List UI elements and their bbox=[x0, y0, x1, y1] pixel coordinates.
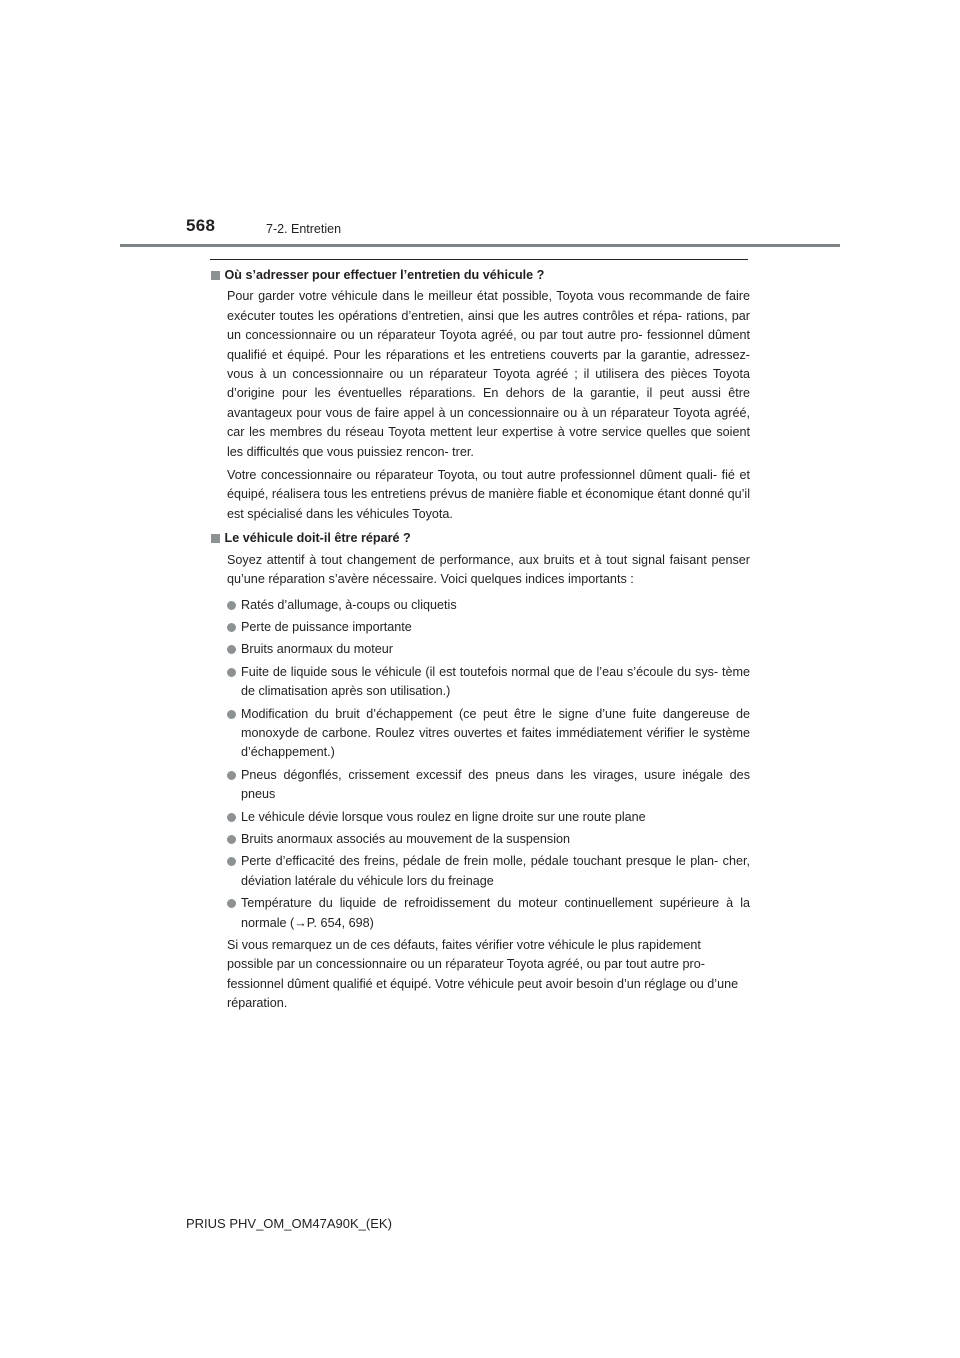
list-item bbox=[227, 705, 750, 763]
paragraph: Pour garder votre véhicule dans le meilleur état possible, Toyota vous recommande de faire exécuter toutes les opérations d’entretien, ainsi que les autres contrôles et répa- rations, par un concessionnaire ou un réparateur Toyota agréé, ou par tout autre pro- fessionnel dûment qualifié et équipé. Pour les réparations et les entretiens couverts par la garantie, adressez-vous à un concessionnaire ou un réparateur Toyota agréé ; il utilisera des pièces Toyota d’origine pour les éventuelles réparations. En dehors de la garantie, il peut aussi être avantageux pour vous de faire appel à un concessionnaire ou à un réparateur Toyota agréé, car les membres du réseau Toyota mettent leur expertise à votre service quelles que soient les difficultés que vous puissiez rencon- trer. bbox=[227, 289, 750, 459]
paragraph: Votre concessionnaire ou réparateur Toyota, ou tout autre professionnel dûment quali- fié et équipé, réalisera tous les entretiens prévus de manière fiable et économique étant donné qu’il est spécialisé dans les véhicules Toyota. bbox=[227, 468, 750, 521]
list-item-text: Ratés d’allumage, à-coups ou cliquetis bbox=[241, 597, 457, 612]
section-label: 7-2. Entretien bbox=[266, 222, 342, 236]
section-heading-maintenance bbox=[211, 266, 750, 285]
list-item bbox=[227, 830, 750, 849]
list-item-text: Température du liquide de refroidissement du moteur continuellement supérieure à la normale (→P. 654, 698) bbox=[241, 896, 750, 930]
circle-bullet-icon bbox=[227, 623, 236, 632]
heading-text: Où s’adresser pour effectuer l’entretien du véhicule ? bbox=[224, 268, 545, 282]
list-item bbox=[227, 808, 750, 827]
list-item bbox=[227, 894, 750, 933]
circle-bullet-icon bbox=[227, 668, 236, 677]
list-item-text: Perte d’efficacité des freins, pédale de frein molle, pédale touchant presque le plan- cher, déviation latérale du véhicule lors du freinage bbox=[241, 854, 750, 888]
list-item-text: Pneus dégonflés, crissement excessif des pneus dans les virages, usure inégale des pneus bbox=[241, 767, 750, 802]
header-divider bbox=[120, 244, 840, 247]
page-number: 568 bbox=[186, 216, 216, 235]
list-item-text: Modification du bruit d’échappement (ce peut être le signe d’une fuite dangereuse de monoxyde de carbone. Roulez vitres ouvertes et faites immédiatement vérifier le système d’échappement.) bbox=[241, 706, 750, 760]
circle-bullet-icon bbox=[227, 857, 236, 866]
list-item bbox=[227, 663, 750, 702]
list-item bbox=[227, 596, 750, 615]
circle-bullet-icon bbox=[227, 601, 236, 610]
list-item-text: Bruits anormaux associés au mouvement de la suspension bbox=[241, 831, 571, 846]
section-heading-repair bbox=[211, 529, 750, 548]
paragraph-closing: Si vous remarquez un de ces défauts, faites vérifier votre véhicule le plus rapidement possible par un concessionnaire ou un réparateur Toyota agréé, ou par tout autre pro- fessionnel dûment qualifié et équipé. Votre véhicule peut avoir besoin d’un réglage ou d’une réparation. bbox=[227, 938, 739, 1011]
list-item-text: Fuite de liquide sous le véhicule (il est toutefois normal que de l’eau s’écoule du sys- tème de climatisation après son utilisation.) bbox=[241, 664, 750, 699]
document-code: PRIUS PHV_OM_OM47A90K_(EK) bbox=[186, 1216, 392, 1231]
list-item-text: Perte de puissance importante bbox=[241, 619, 412, 634]
list-item bbox=[227, 618, 750, 637]
paragraph-intro: Soyez attentif à tout changement de performance, aux bruits et à tout signal faisant penser qu’une réparation s’avère nécessaire. Voici quelques indices importants : bbox=[227, 552, 750, 587]
circle-bullet-icon bbox=[227, 710, 236, 719]
square-bullet-icon bbox=[211, 271, 220, 280]
circle-bullet-icon bbox=[227, 645, 236, 654]
circle-bullet-icon bbox=[227, 835, 236, 844]
list-item-text: Bruits anormaux du moteur bbox=[241, 642, 393, 657]
list-item bbox=[227, 766, 750, 805]
circle-bullet-icon bbox=[227, 813, 236, 822]
square-bullet-icon bbox=[211, 534, 220, 543]
list-item-text: Le véhicule dévie lorsque vous roulez en ligne droite sur une route plane bbox=[241, 809, 646, 824]
list-item bbox=[227, 852, 750, 891]
circle-bullet-icon bbox=[227, 899, 236, 908]
circle-bullet-icon bbox=[227, 771, 236, 780]
heading-text: Le véhicule doit-il être réparé ? bbox=[224, 531, 411, 546]
symptom-list bbox=[227, 596, 750, 934]
content-divider bbox=[210, 259, 748, 260]
list-item bbox=[227, 640, 750, 659]
page-content bbox=[211, 264, 750, 1014]
